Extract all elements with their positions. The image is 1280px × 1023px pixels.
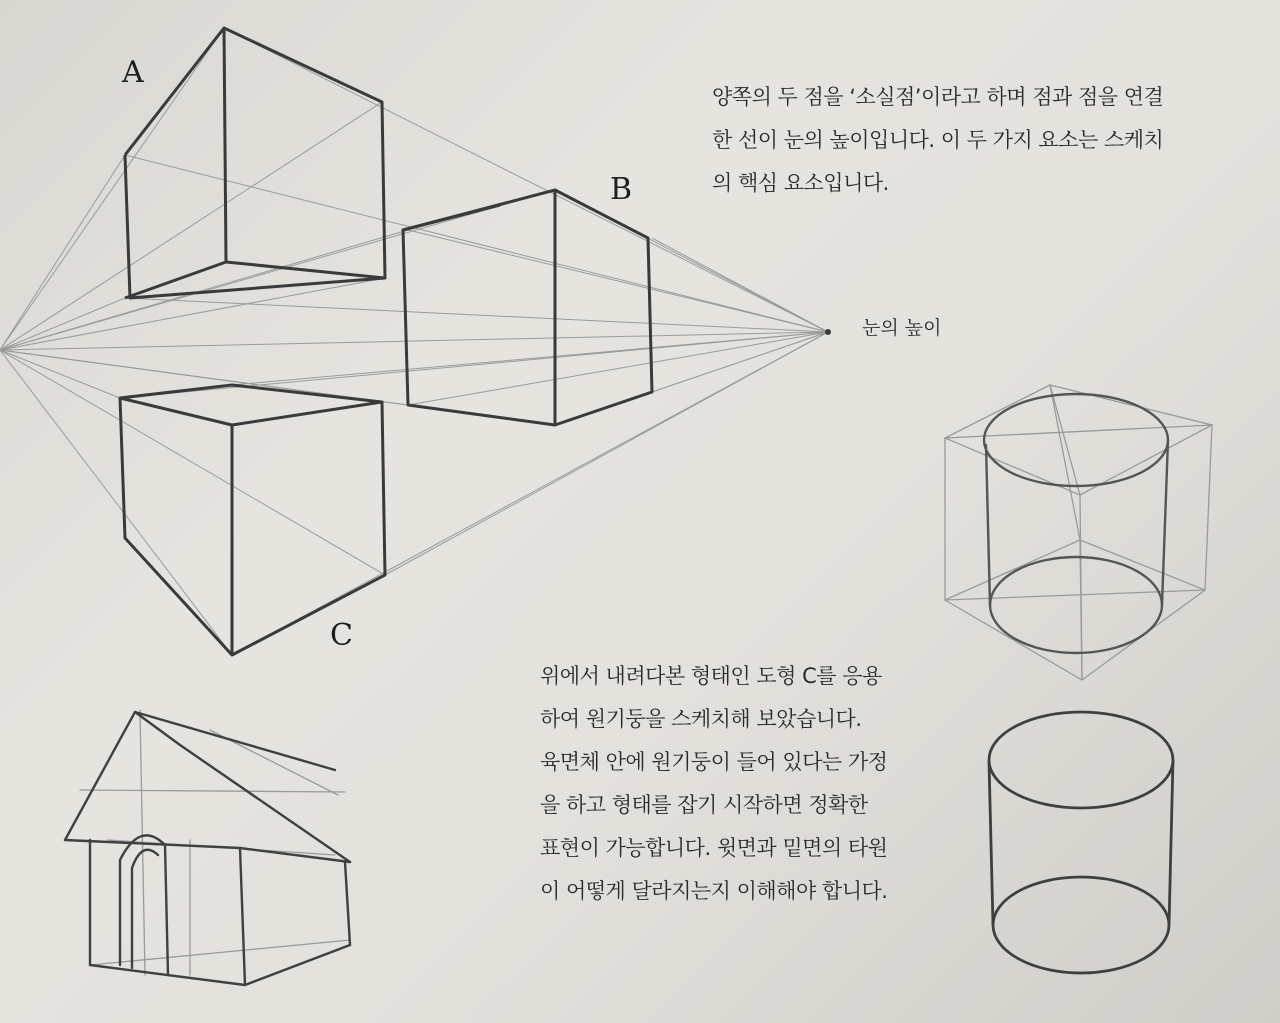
vanishing-point-right [825,329,831,335]
intro-paragraph [712,76,1163,205]
cylinder-line-6: 이 어떻게 달라지는지 이해해야 합니다. [540,879,888,903]
cylinder-line-2: 하여 원기둥을 스케치해 보았습니다. [540,707,862,731]
shape-a-prism [125,28,385,298]
intro-line-3: 의 핵심 요소입니다. [712,171,889,195]
shape-c-cube [120,385,385,655]
eye-level-label: 눈의 높이 [862,317,942,339]
cylinder-line-1: 위에서 내려다본 형태인 도형 C를 응용 [540,664,882,688]
label-c: C [330,618,353,653]
cylinder-line-5: 표현이 가능합니다. 윗면과 밑면의 타원 [540,836,888,860]
shape-b-cube [403,190,652,425]
cylinder-paragraph [540,655,887,913]
cylinder-final-drawing [989,712,1173,973]
cylinder-line-3: 육면체 안에 원기둥이 들어 있다는 가정 [540,750,888,774]
cylinder-guide-drawing [945,385,1212,680]
label-a: A [122,55,144,90]
cylinder-line-4: 을 하고 형태를 잡기 시작하면 정확한 [540,793,868,817]
house-sketch [65,710,350,985]
label-b: B [610,172,633,207]
intro-line-1: 양쪽의 두 점을 ‘소실점’이라고 하며 점과 점을 연결 [712,85,1164,109]
intro-line-2: 한 선이 눈의 높이입니다. 이 두 가지 요소는 스케치 [712,128,1164,152]
vanishing-guide-lines [0,28,828,655]
